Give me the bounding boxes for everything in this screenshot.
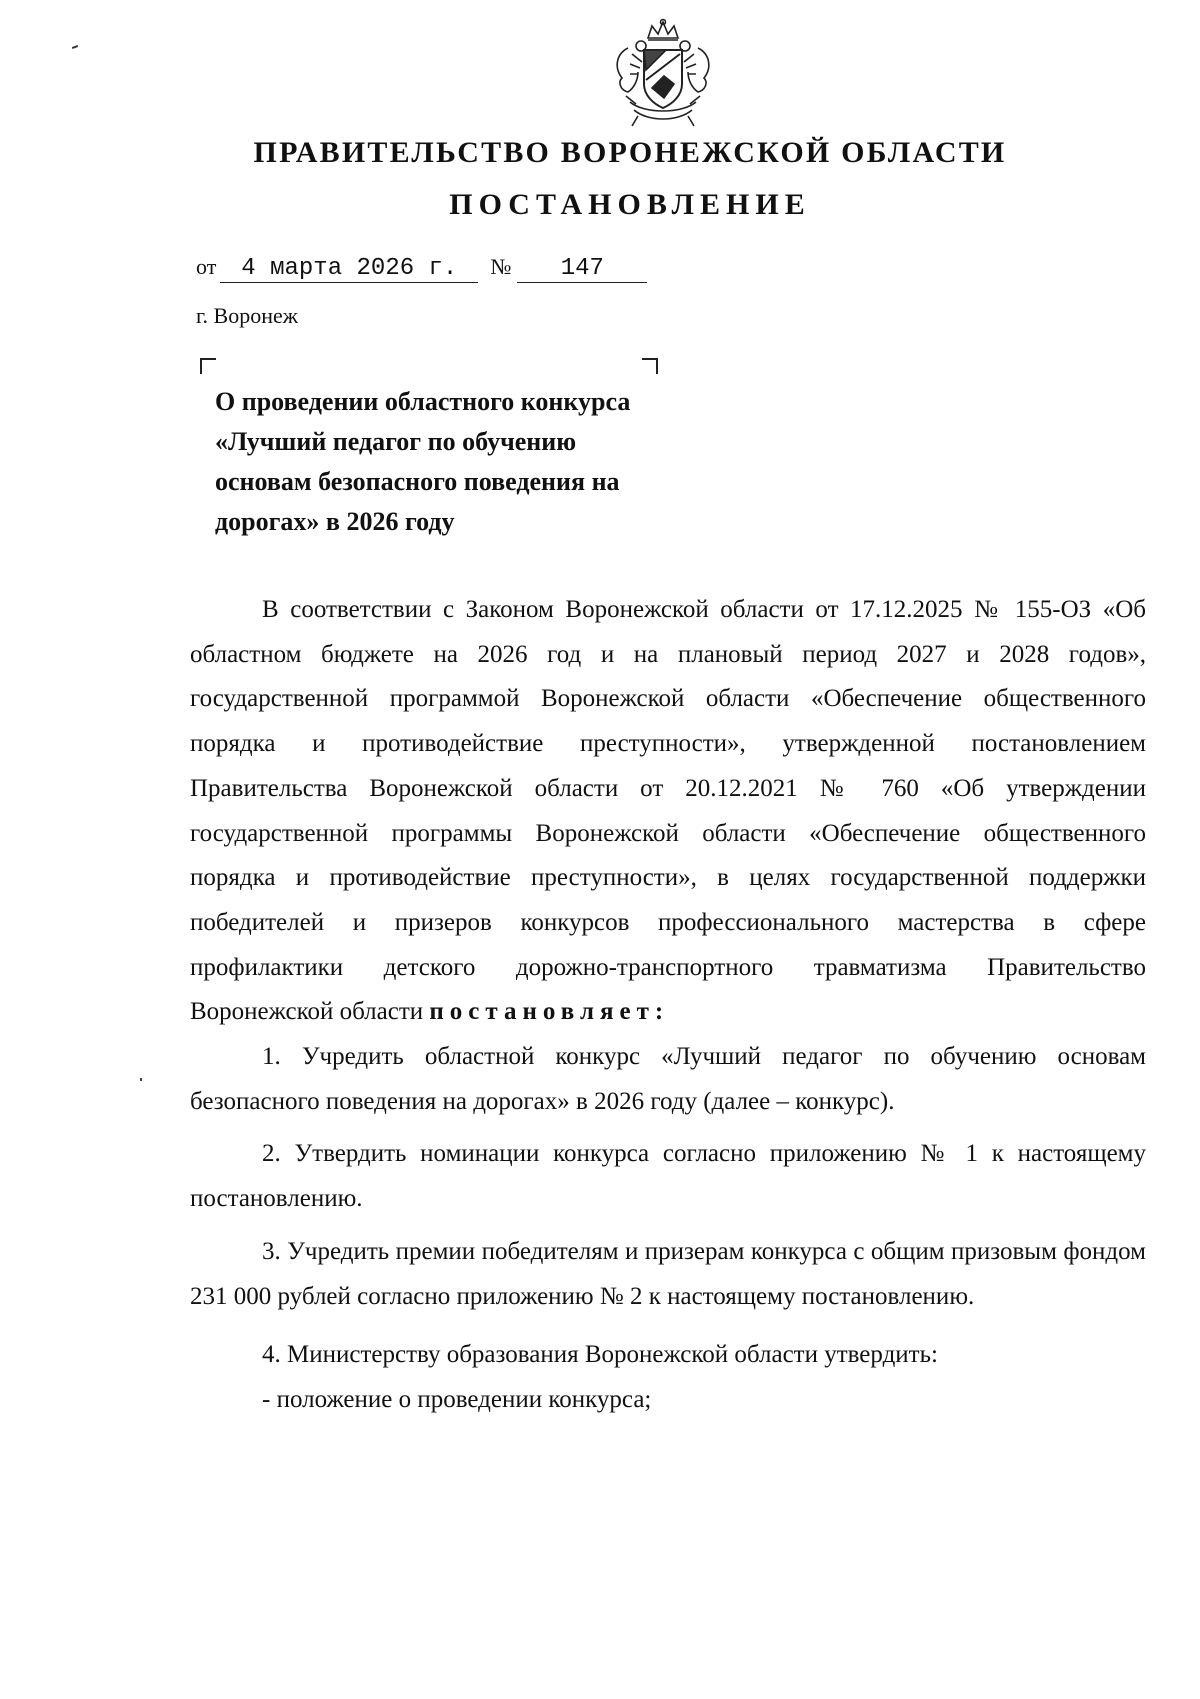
preamble-paragraph [190, 588, 1146, 1035]
document-date: 4 марта 2026 г. [220, 256, 478, 283]
subject-bracket-right [642, 358, 658, 374]
document-number: 147 [517, 256, 647, 283]
list-item: 4. Министерству образования Воронежской области утвердить: [262, 1341, 938, 1369]
scan-speck [140, 1078, 142, 1081]
document-body [190, 588, 1146, 1423]
number-label: № [490, 254, 512, 279]
preamble-text: В соответствии с Законом Воронежской области от 17.12.2025 № 155-ОЗ «Об областном бюджете на 2026 год и на плановый период 2027 и 2028 годов», государственной программой Воронежской области «Обеспечение общественного порядка и противодействие преступности», утвержденной постановлением Правительства Воронежской области от 20.12.2021 № 760 «Об утверждении государственной программы Воронежской области «Обеспечение общественного порядка и противодействие преступности», в целях государственной поддержки победителей и призеров конкурсов профессионального мастерства в сфере профилактики детского дорожно-транспортного травматизма Правительство Воронежской области [190, 596, 1146, 1026]
city: г. Воронеж [196, 303, 298, 328]
list-item: - положение о проведении конкурса; [262, 1385, 652, 1413]
government-title: ПРАВИТЕЛЬСТВО ВОРОНЕЖСКОЙ ОБЛАСТИ [253, 136, 1007, 169]
resolves-word: постановляет: [429, 998, 670, 1026]
list-item: 2. Утвердить номинации конкурса согласно приложению № 1 к настоящему постановлению. [190, 1140, 1146, 1213]
scan-speck [72, 45, 78, 49]
list-item: 3. Учредить премии победителям и призерам конкурса с общим призовым фондом 231 000 рублей согласно приложению № 2 к настоящему постановлению. [190, 1237, 1146, 1310]
document-subject: О проведении областного конкурса «Лучший педагог по обучению основам безопасного поведения на дорогах» в 2026 году [215, 387, 631, 536]
subject-bracket-left [200, 358, 216, 374]
date-number-line [196, 254, 647, 283]
from-label: от [196, 254, 217, 279]
list-item: 1. Учредить областной конкурс «Лучший педагог по обучению основам безопасного поведения на дорогах» в 2026 году (далее – конкурс). [190, 1043, 1146, 1115]
document-type: ПОСТАНОВЛЕНИЕ [449, 188, 811, 221]
coat-of-arms-icon [608, 18, 718, 130]
